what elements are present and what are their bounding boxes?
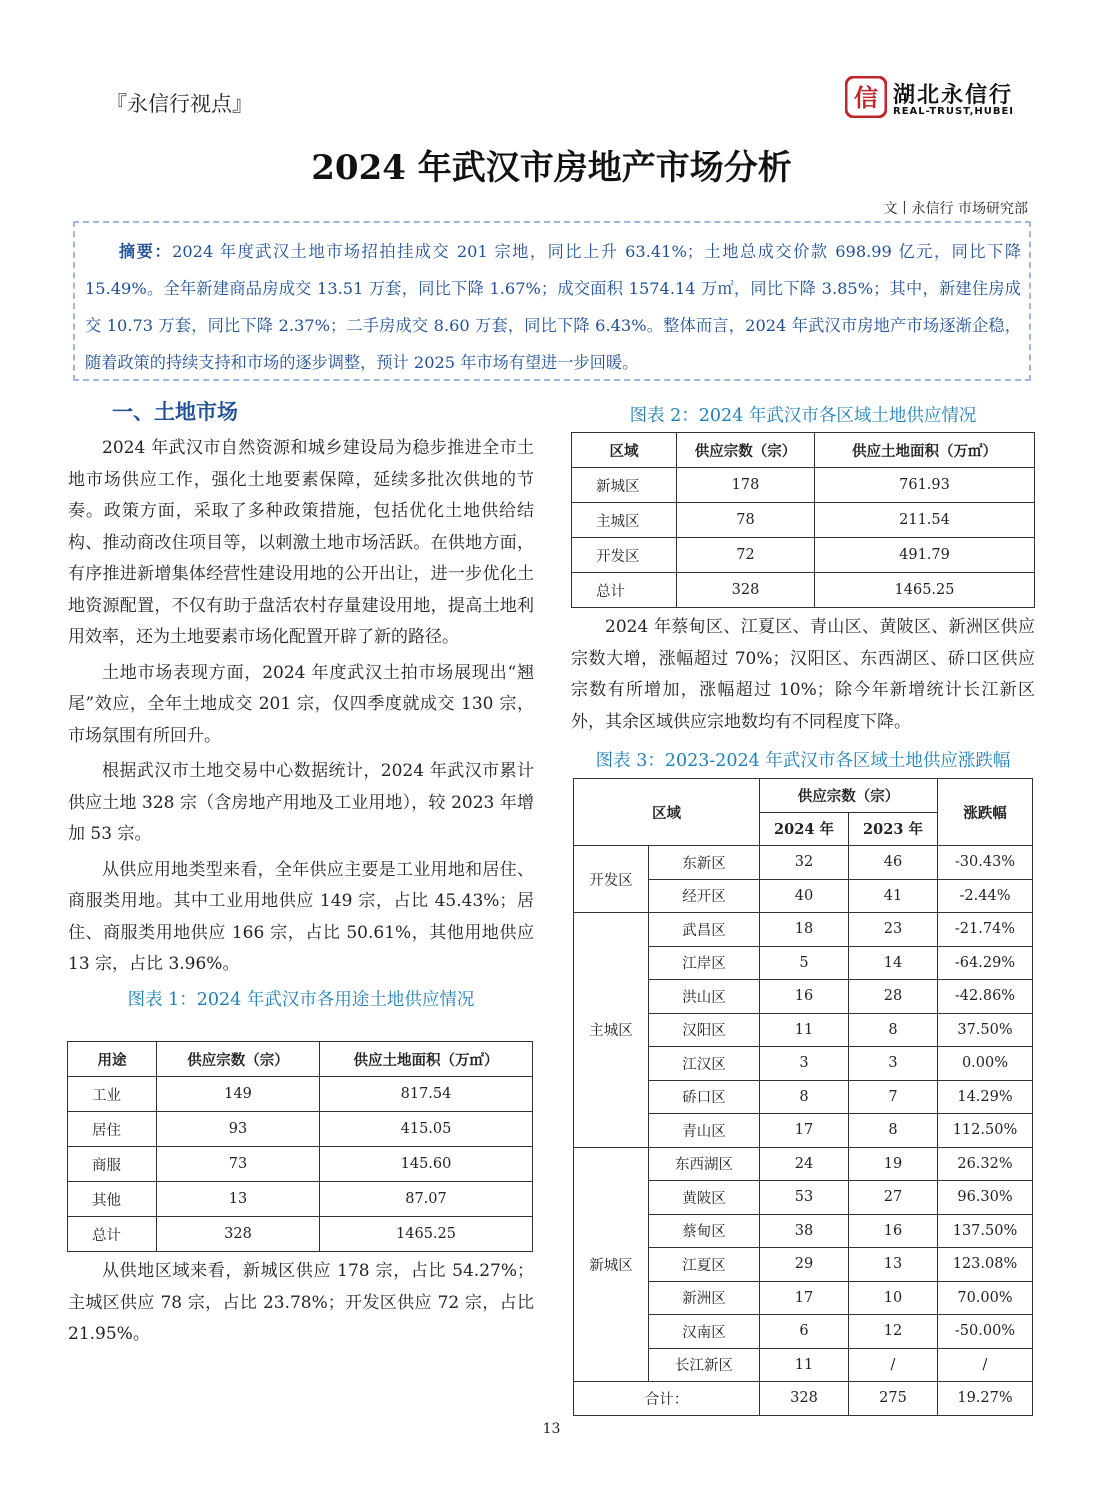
table1-caption: 图表 1：2024 年武汉市各用途土地供应情况 [127, 989, 475, 1010]
paragraph: 土地市场表现方面，2024 年度武汉土拍市场展现出“翘尾”效应，全年土地成交 201 宗，仅四季度就成交 130 宗，市场氛围有所回升。 [68, 662, 534, 746]
table-header: 供应土地面积（万㎡） [320, 1042, 533, 1077]
table-row [572, 573, 1035, 608]
table-cell: 12 [849, 1315, 938, 1349]
table-cell: 78 [677, 503, 815, 538]
table-cell: 123.08% [938, 1248, 1033, 1282]
table-cell: / [938, 1348, 1033, 1382]
table-cell: 汉阳区 [649, 1013, 760, 1047]
table-cell: 29 [760, 1248, 849, 1282]
table-cell: 112.50% [938, 1114, 1033, 1148]
abstract-text: 2024 年度武汉土地市场招拍挂成交 201 宗地，同比上升 63.41%；土地总成交价款 698.99 亿元，同比下降 15.49%。全年新建商品房成交 13.51 万套，同比下降 1.67%；成交面积 1574.14 万㎡，同比下降 3.85%；其中，新建住房成交 10.73 万套，同比下降 2.37%；二手房成交 8.60 万套，同比下降 6.43%。整体而言，2024 年武汉市房地产市场逐渐企稳，随着政策的持续支持和市场的逐步调整，预计 2025 年市场有望进一步回暖。 [85, 242, 1022, 372]
paragraph: 2024 年蔡甸区、江夏区、青山区、黄陂区、新洲区供应宗数大增，涨幅超过 70%；汉阳区、东西湖区、硚口区供应宗数有所增加，涨幅超过 10%；除今年新增统计长江新区外，其余区域供应宗地数均有不同程度下降。 [571, 617, 1035, 732]
table-cell: 总计 [68, 1217, 157, 1252]
table-cell: 13 [157, 1182, 320, 1217]
table-cell: 1465.25 [815, 573, 1035, 608]
table-header: 用途 [68, 1042, 157, 1077]
company-logo [845, 76, 1055, 124]
table-header: 供应宗数（宗） [760, 779, 938, 813]
table-cell: 491.79 [815, 538, 1035, 573]
table-cell: 38 [760, 1214, 849, 1248]
table-cell: 27 [849, 1181, 938, 1215]
table-cell: 328 [677, 573, 815, 608]
table-cell: 主城区 [572, 503, 677, 538]
table-cell: 商服 [68, 1147, 157, 1182]
table-cell: 14.29% [938, 1080, 1033, 1114]
table-cell: 96.30% [938, 1181, 1033, 1215]
abstract-label: 摘要： [117, 242, 173, 261]
table-cell: 11 [760, 1348, 849, 1382]
table-cell: 11 [760, 1013, 849, 1047]
table-cell: 93 [157, 1112, 320, 1147]
table-cell: 415.05 [320, 1112, 533, 1147]
table-cell: 18 [760, 913, 849, 947]
table-header: 供应宗数（宗） [677, 433, 815, 468]
table-row [574, 846, 1033, 880]
table-cell: 211.54 [815, 503, 1035, 538]
table-row [68, 1112, 533, 1147]
table-cell: 合计： [574, 1382, 760, 1416]
paragraph: 从供地区域来看，新城区供应 178 宗，占比 54.27%；主城区供应 78 宗，占比 23.78%；开发区供应 72 宗，占比 21.95%。 [68, 1261, 534, 1344]
region-group-cell: 主城区 [574, 913, 649, 1148]
table-cell: 硚口区 [649, 1080, 760, 1114]
table-row [68, 1182, 533, 1217]
paragraph: 从供应用地类型来看，全年供应主要是工业用地和居住、商服类用地。其中工业用地供应 149 宗，占比 45.43%；居住、商服类用地供应 166 宗，占比 50.61%，其他用地供应 13 宗，占比 3.96%。 [68, 859, 534, 974]
table-cell: -30.43% [938, 846, 1033, 880]
paragraph: 2024 年武汉市自然资源和城乡建设局为稳步推进全市土地市场供应工作，强化土地要素保障，延续多批次供地的节奏。政策方面，采取了多种政策措施，包括优化土地供给结构、推动商改住项目等，以刺激土地市场活跃。在供地方面，有序推进新增集体经营性建设用地的公开出让，进一步优化土地资源配置，不仅有助于盘活农村存量建设用地，提高土地利用效率，还为土地要素市场化配置开辟了新的路径。 [68, 438, 534, 647]
table-row [574, 1147, 1033, 1181]
table-cell: -21.74% [938, 913, 1033, 947]
table-cell: 洪山区 [649, 980, 760, 1014]
table-header: 供应土地面积（万㎡） [815, 433, 1035, 468]
table1 [67, 1041, 533, 1252]
table-header: 2024 年 [760, 812, 849, 846]
table-cell: 黄陂区 [649, 1181, 760, 1215]
table-cell: 14 [849, 946, 938, 980]
table-cell: 武昌区 [649, 913, 760, 947]
logo-english-name: REAL-TRUST,HUBEI [893, 106, 1015, 117]
table-cell: 青山区 [649, 1114, 760, 1148]
abstract-box [73, 221, 1031, 381]
table-cell: 145.60 [320, 1147, 533, 1182]
table-row [572, 503, 1035, 538]
table-row [572, 468, 1035, 503]
table-cell: 17 [760, 1114, 849, 1148]
table-cell: 蔡甸区 [649, 1214, 760, 1248]
right-column-text [571, 612, 1035, 742]
table-cell: 8 [849, 1114, 938, 1148]
paragraph: 根据武汉市土地交易中心数据统计，2024 年武汉市累计供应土地 328 宗（含房地产用地及工业用地），较 2023 年增加 53 宗。 [68, 761, 534, 844]
byline: 文丨永信行 市场研究部 [883, 201, 1028, 217]
region-group-cell: 开发区 [574, 846, 649, 913]
table-cell: 其他 [68, 1182, 157, 1217]
table-cell: 70.00% [938, 1281, 1033, 1315]
table-cell: 41 [849, 879, 938, 913]
table-cell: 761.93 [815, 468, 1035, 503]
table-cell: 新洲区 [649, 1281, 760, 1315]
table-cell: 46 [849, 846, 938, 880]
table-cell: 87.07 [320, 1182, 533, 1217]
table-cell: 3 [849, 1047, 938, 1081]
table-cell: 16 [849, 1214, 938, 1248]
table-row [68, 1147, 533, 1182]
table-cell: 19.27% [938, 1382, 1033, 1416]
left-column-bottom [68, 1256, 534, 1355]
table-cell: 178 [677, 468, 815, 503]
table-cell: 8 [760, 1080, 849, 1114]
table-cell: 新城区 [572, 468, 677, 503]
left-column [68, 433, 534, 1016]
page-number: 13 [542, 1421, 561, 1437]
table-header: 涨跌幅 [938, 779, 1033, 846]
series-label: 『永信行视点』 [106, 92, 253, 116]
table-cell: 817.54 [320, 1077, 533, 1112]
table-cell: 江夏区 [649, 1248, 760, 1282]
svg-text:信: 信 [854, 84, 878, 112]
table-cell: 6 [760, 1315, 849, 1349]
table-cell: 24 [760, 1147, 849, 1181]
table-cell: 长江新区 [649, 1348, 760, 1382]
table-cell: -2.44% [938, 879, 1033, 913]
table-cell: 28 [849, 980, 938, 1014]
table2-caption: 图表 2：2024 年武汉市各区域土地供应情况 [629, 406, 977, 426]
table-cell: 137.50% [938, 1214, 1033, 1248]
table-total-row [574, 1382, 1033, 1416]
table-cell: -50.00% [938, 1315, 1033, 1349]
table-cell: 3 [760, 1047, 849, 1081]
page-title: 2024 年武汉市房地产市场分析 [311, 148, 792, 188]
table-cell: 江岸区 [649, 946, 760, 980]
table-row [572, 538, 1035, 573]
table-cell: 40 [760, 879, 849, 913]
table-cell: 经开区 [649, 879, 760, 913]
table-cell: 32 [760, 846, 849, 880]
table3 [573, 778, 1033, 1416]
table-cell: 328 [760, 1382, 849, 1416]
table-cell: 328 [157, 1217, 320, 1252]
region-group-cell: 新城区 [574, 1147, 649, 1382]
table-header: 2023 年 [849, 812, 938, 846]
table-cell: 开发区 [572, 538, 677, 573]
table-cell: 275 [849, 1382, 938, 1416]
table-cell: 江汉区 [649, 1047, 760, 1081]
table-cell: 汉南区 [649, 1315, 760, 1349]
table-cell: 72 [677, 538, 815, 573]
table-cell: 5 [760, 946, 849, 980]
table-cell: 19 [849, 1147, 938, 1181]
table-cell: 7 [849, 1080, 938, 1114]
table-cell: 13 [849, 1248, 938, 1282]
table-cell: 0.00% [938, 1047, 1033, 1081]
table-cell: 东新区 [649, 846, 760, 880]
table-row [68, 1217, 533, 1252]
table-cell: 23 [849, 913, 938, 947]
logo-chinese-name: 湖北永信行 [893, 83, 1014, 108]
table3-caption: 图表 3：2023-2024 年武汉市各区域土地供应涨跌幅 [595, 751, 1011, 771]
table-cell: 17 [760, 1281, 849, 1315]
table-cell: / [849, 1348, 938, 1382]
table-cell: 总计 [572, 573, 677, 608]
table-row [68, 1077, 533, 1112]
table-cell: 8 [849, 1013, 938, 1047]
table-cell: -64.29% [938, 946, 1033, 980]
table-cell: 37.50% [938, 1013, 1033, 1047]
table2 [571, 432, 1035, 608]
table-cell: 居住 [68, 1112, 157, 1147]
logo-seal-icon [845, 76, 887, 118]
table-cell: 149 [157, 1077, 320, 1112]
table-cell: 26.32% [938, 1147, 1033, 1181]
table-cell: 16 [760, 980, 849, 1014]
table-header: 区域 [572, 433, 677, 468]
table-header: 供应宗数（宗） [157, 1042, 320, 1077]
table-cell: 工业 [68, 1077, 157, 1112]
table-cell: -42.86% [938, 980, 1033, 1014]
table-cell: 1465.25 [320, 1217, 533, 1252]
table-header: 区域 [574, 779, 760, 846]
table-cell: 73 [157, 1147, 320, 1182]
table-cell: 53 [760, 1181, 849, 1215]
section-heading: 一、土地市场 [112, 399, 238, 424]
table-row [574, 913, 1033, 947]
table-cell: 10 [849, 1281, 938, 1315]
table-cell: 东西湖区 [649, 1147, 760, 1181]
